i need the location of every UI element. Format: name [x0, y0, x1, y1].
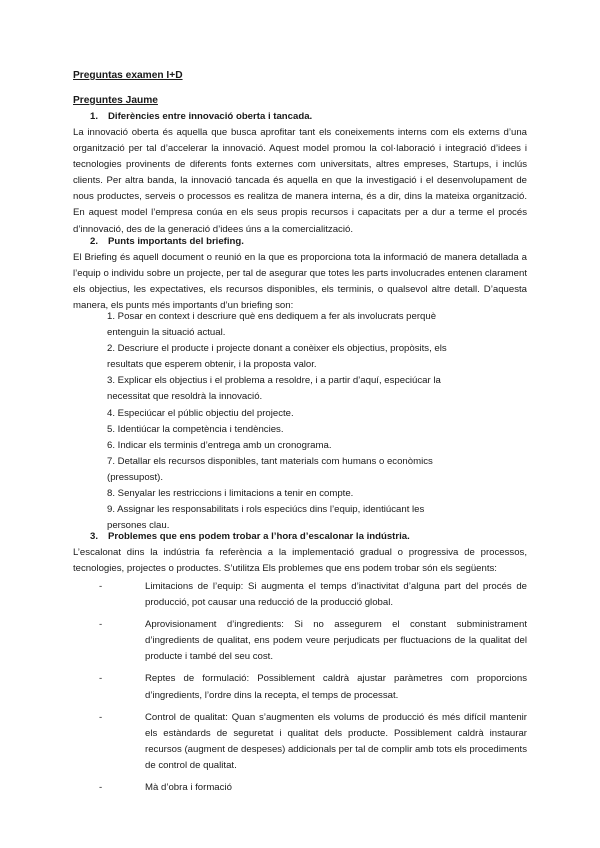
list-item-text: Aprovisionament d’ingredients: Si no assegurem el constant subministrament d’ingredients de qualitat, ens podem veure perjudicats per fluctuacions de la qualitat del producte i també del seu cost.	[145, 619, 527, 663]
list-item-text: Control de qualitat: Quan s’augmenten els volums de producció és més difícil mantenir els estàndards de seguretat i qualitat dels producte. Possiblement caldrà instaurar recursos (augment de despeses) addicionals per tal de complir amb tots els procediments de control de qualitat.	[145, 711, 527, 771]
list-item-text: Limitacions de l’equip: Si augmenta el temps d’inactivitat d’alguna part del procés de producció, pot causar una reducció de la producció global.	[145, 581, 527, 609]
question-2-title: Punts importants del briefing.	[108, 236, 244, 247]
list-item: 1. Posar en context i descriure què ens dediquem a fer als involucrats perquè	[107, 311, 437, 322]
list-item: resultats que esperem obtenir, i la proposta valor.	[107, 359, 317, 371]
question-2-number: 2.	[90, 236, 99, 247]
question-2-heading	[90, 234, 244, 250]
list-item: 7. Detallar els recursos disponibles, tant materials com humans o econòmics	[107, 455, 433, 467]
section-subtitle: Preguntes Jaume	[73, 95, 158, 106]
question-2-text: El Briefing és aquell document o reunió en la que es proporciona tota la informació de manera detallada a l’equip o individu sobre un projecte, per tal de asegurar que totes les parts involucrades entenen clarament els objectius, les expectatives, els recursos disponibles, els terminis, o qualsevol altre detall. D’aquesta manera, els punts més importants d’un briefing son:	[73, 252, 527, 312]
list-item-text: Mà d’obra i formació	[145, 782, 232, 794]
briefing-steps-list	[107, 309, 487, 534]
question-1-title: Diferències entre innovació oberta i tancada.	[108, 111, 313, 122]
question-3-answer	[73, 545, 527, 577]
list-item: - Reptes de formulació: Possiblement caldrà ajustar paràmetres com proporcions d’ingredients, l’ordre dins la recepta, el temps de processat.	[123, 671, 527, 703]
list-item: 2. Descriure el producte i projecte donant a conèixer els objectius, propòsits, els	[107, 343, 447, 355]
question-1-heading	[90, 109, 312, 125]
list-item: 3. Explicar els objectius i el problema a resoldre, i a partir d’aquí, especiúcar la	[107, 375, 441, 387]
list-item: 8. Senyalar les restriccions i limitacions a tenir en compte.	[107, 488, 354, 500]
list-item: 4. Especiúcar el públic objectiu del projecte.	[107, 407, 294, 419]
list-item: 9. Assignar les responsabilitats i rols especiúcs dins l’equip, identiúcant les	[107, 504, 425, 516]
document-title: Preguntas examen I+D	[73, 70, 183, 81]
list-item: 5. Identiúcar la competència i tendències.	[107, 423, 284, 435]
list-item: persones clau.	[107, 520, 170, 532]
question-2-answer	[73, 250, 527, 314]
question-1-text: La innovació oberta és aquella que busca aprofitar tant els coneixements interns com els externs d’una organització per tal d’accelerar la innovació. Aquest model promou la col·laboració i integració d’idees i tecnologies provinents de diferents fonts externes com universitats, altres empreses, Startups, i inclús clients. Per altra banda, la innovació tancada és aquella en que la investigació i el desenvolupament de nous productes, serveis o processos es realitza de manera interna, és a dir, dins la mateixa organització. En aquest model l’empresa conúa en els seus propis recursos i capacitats per a dur a terme el procés d’innovació, des de la generació d’idees úns a la comercialització.	[73, 127, 527, 235]
question-3-heading	[90, 529, 410, 545]
question-1-answer	[73, 125, 527, 238]
list-item: 6. Indicar els terminis d’entrega amb un cronograma.	[107, 439, 332, 451]
list-item-text: Reptes de formulació: Possiblement caldrà ajustar paràmetres com proporcions d’ingredients, l’ordre dins la recepta, el temps de processat.	[145, 673, 527, 701]
list-item: necessitat que resoldrà la innovació.	[107, 391, 263, 403]
list-item: - Mà d’obra i formació	[123, 780, 527, 796]
list-item: entenguin la situació actual.	[107, 327, 226, 339]
question-3-text: L’escalonat dins la indústria fa referència a la implementació gradual o progressiva de processos, tecnologies, projectes o productes. S’utilitza Els problemes que ens podem trobar són els següents:	[73, 547, 527, 575]
list-item: - Aprovisionament d’ingredients: Si no assegurem el constant subministrament d’ingredients de qualitat, ens podem veure perjudicats per fluctuacions de la qualitat del producte i també del seu cost.	[123, 617, 527, 665]
question-3-number: 3.	[90, 531, 99, 542]
list-item: - Control de qualitat: Quan s’augmenten els volums de producció és més difícil mantenir els estàndards de seguretat i qualitat dels producte. Possiblement caldrà instaurar recursos (augment de despeses) addicionals per tal de complir amb tots els procediments de control de qualitat.	[123, 710, 527, 774]
list-item: - Limitacions de l’equip: Si augmenta el temps d’inactivitat d’alguna part del procés de producció, pot causar una reducció de la producció global.	[123, 579, 527, 611]
list-item: (pressupost).	[107, 471, 163, 483]
question-1-number: 1.	[90, 111, 99, 122]
problems-list	[99, 579, 527, 802]
question-3-title: Problemes que ens podem trobar a l’hora d’escalonar la indústria.	[108, 531, 410, 542]
